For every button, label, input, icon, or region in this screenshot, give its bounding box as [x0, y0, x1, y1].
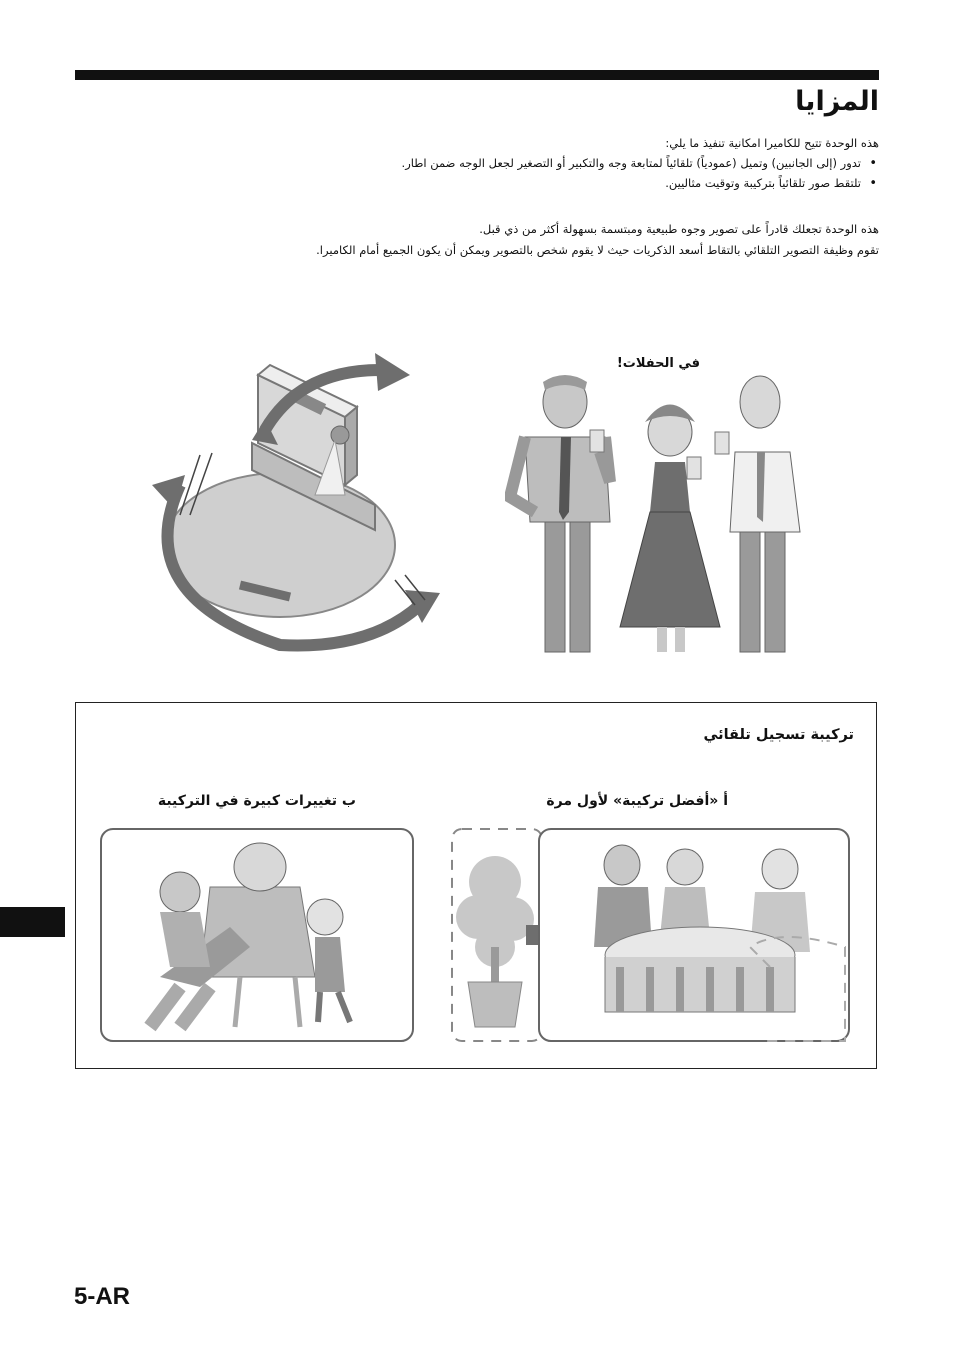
side-tab-marker: [0, 907, 65, 937]
panel-a-table-party: [539, 829, 849, 1041]
man-right: [715, 376, 800, 652]
composition-panels-illustration: [100, 827, 855, 1045]
intro-text: هذه الوحدة تتيح للكاميرا امكانية تنفيذ ما يلي:: [665, 136, 879, 150]
caption-composition-changes: ب تغييرات كبيرة في التركيبة: [157, 793, 356, 809]
page-title: المزايا: [795, 86, 879, 117]
composition-box-title: تركيبة تسجيل تلقائي: [703, 727, 854, 743]
description-paragraph: تقوم وظيفة التصوير التلقائي بالتقاط أسعد الذكريات حيث لا يقوم شخص بالتصوير ويمكن أن يكون الجميع أمام الكاميرا.: [316, 243, 879, 257]
caption-best-composition: أ «أفضل تركيبة» لأول مرة: [546, 793, 728, 809]
woman-center: [620, 405, 720, 653]
description-paragraph: هذه الوحدة تجعلك قادراً على تصوير وجوه طبيعية ومبتسمة بسهولة أكثر من ذي قبل.: [479, 222, 879, 236]
camera-dock-illustration: [140, 345, 450, 655]
top-rule: [75, 70, 879, 80]
feature-item: • تدور (إلى الجانبين) وتميل (عمودياً) تلقائياً لمتابعة وجه والتكبير أو التصغير لجعل الوجه ضمن اطار.: [75, 156, 879, 170]
man-left: [510, 375, 610, 652]
party-caption: في الحفلات!: [616, 356, 700, 371]
feature-list: [75, 156, 879, 196]
page-number: 5-AR: [74, 1283, 131, 1310]
feature-item: • تلتقط صور تلقائياً بتركيبة وتوقيت مثاليين.: [75, 176, 879, 190]
panel-b-grandpa-kids: [101, 829, 413, 1041]
party-people-illustration: [505, 372, 805, 662]
auto-composition-box: [75, 702, 877, 1069]
